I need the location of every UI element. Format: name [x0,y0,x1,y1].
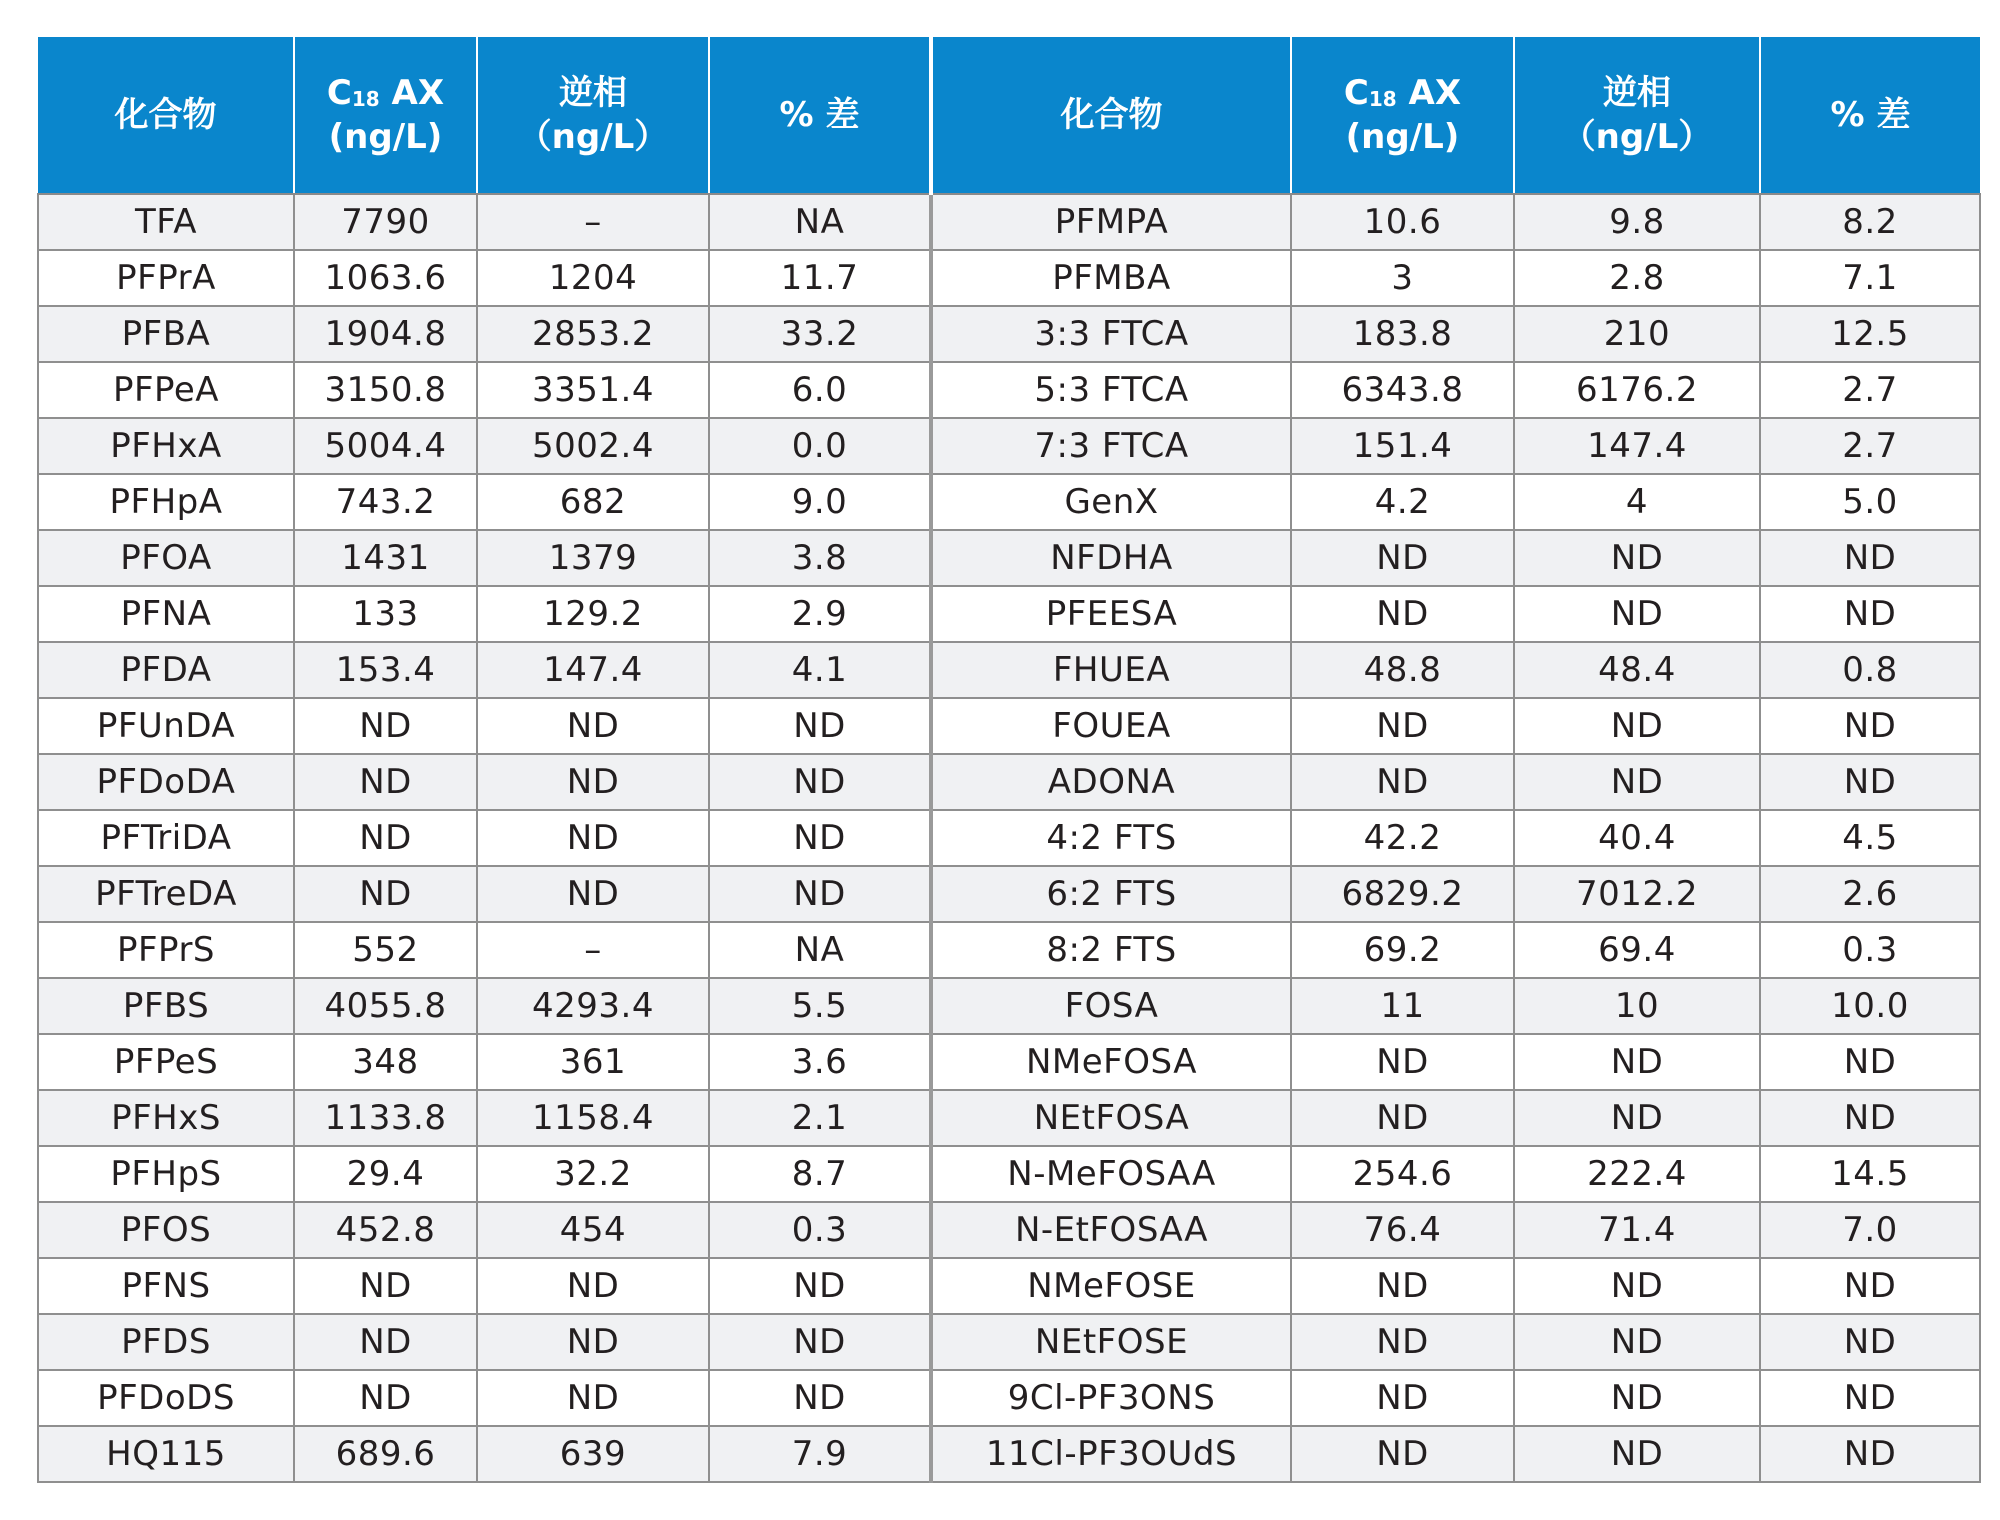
cell-right-compound: 3:3 FTCA [931,306,1291,362]
cell-right-compound: NEtFOSA [931,1090,1291,1146]
cell-left-diff: NA [709,922,931,978]
header-diff-label-right: % 差 [1830,95,1911,135]
cell-right-diff: ND [1760,530,1980,586]
cell-left-reversed: 5002.4 [477,418,709,474]
table-body [38,194,1980,1482]
header-diff-label: % 差 [779,95,860,135]
header-compound-right [931,37,1291,194]
cell-left-diff: 2.1 [709,1090,931,1146]
cell-left-diff: ND [709,866,931,922]
cell-left-reversed: 639 [477,1426,709,1482]
cell-left-c18-ax: 552 [294,922,477,978]
cell-left-reversed: ND [477,698,709,754]
table-row [38,754,1980,810]
cell-left-c18-ax: 1063.6 [294,250,477,306]
header-c18-unit: (ng/L) [328,117,443,157]
cell-right-reversed: 10 [1514,978,1760,1034]
cell-left-diff: 11.7 [709,250,931,306]
cell-right-reversed: 69.4 [1514,922,1760,978]
results-table-container [37,37,1979,1483]
cell-left-diff: 2.9 [709,586,931,642]
table-row [38,642,1980,698]
cell-left-diff: 0.0 [709,418,931,474]
cell-right-diff: 2.6 [1760,866,1980,922]
cell-left-reversed: ND [477,810,709,866]
cell-right-diff: ND [1760,1370,1980,1426]
cell-left-diff: ND [709,754,931,810]
cell-right-compound: ADONA [931,754,1291,810]
header-percent-diff-right [1760,37,1980,194]
header-c18-prefix-right: C [1343,73,1369,113]
cell-left-reversed: 682 [477,474,709,530]
cell-left-reversed: 147.4 [477,642,709,698]
cell-right-compound: NMeFOSA [931,1034,1291,1090]
cell-left-c18-ax: 4055.8 [294,978,477,1034]
cell-left-c18-ax: 689.6 [294,1426,477,1482]
cell-left-reversed: ND [477,1258,709,1314]
cell-left-compound: PFPrS [38,922,294,978]
cell-right-diff: 7.0 [1760,1202,1980,1258]
cell-left-compound: PFHxA [38,418,294,474]
cell-right-c18-ax: 76.4 [1291,1202,1514,1258]
cell-right-reversed: 9.8 [1514,194,1760,250]
cell-left-c18-ax: ND [294,698,477,754]
cell-right-diff: 4.5 [1760,810,1980,866]
cell-right-reversed: ND [1514,1314,1760,1370]
cell-left-reversed: 4293.4 [477,978,709,1034]
table-row [38,586,1980,642]
cell-right-reversed: 7012.2 [1514,866,1760,922]
pfas-comparison-table [37,37,1981,1483]
cell-left-diff: ND [709,1314,931,1370]
header-c18-ax-right [1291,37,1514,194]
cell-left-reversed: – [477,194,709,250]
cell-left-c18-ax: 153.4 [294,642,477,698]
header-c18-suffix-right: AX [1396,73,1462,113]
cell-right-c18-ax: 254.6 [1291,1146,1514,1202]
cell-right-diff: ND [1760,586,1980,642]
cell-right-reversed: 222.4 [1514,1146,1760,1202]
header-compound-label: 化合物 [114,95,217,135]
cell-left-c18-ax: 3150.8 [294,362,477,418]
cell-right-compound: 5:3 FTCA [931,362,1291,418]
table-row [38,194,1980,250]
cell-left-reversed: – [477,922,709,978]
table-header-row [38,37,1980,194]
cell-right-reversed: ND [1514,698,1760,754]
cell-right-c18-ax: 48.8 [1291,642,1514,698]
cell-right-c18-ax: 4.2 [1291,474,1514,530]
header-compound [38,37,294,194]
cell-left-c18-ax: 29.4 [294,1146,477,1202]
cell-right-diff: 0.8 [1760,642,1980,698]
table-row [38,1146,1980,1202]
cell-right-compound: FOUEA [931,698,1291,754]
table-row [38,530,1980,586]
cell-left-diff: 6.0 [709,362,931,418]
cell-right-reversed: ND [1514,1426,1760,1482]
cell-right-reversed: 71.4 [1514,1202,1760,1258]
cell-left-diff: 3.6 [709,1034,931,1090]
cell-right-reversed: 210 [1514,306,1760,362]
cell-left-diff: 33.2 [709,306,931,362]
cell-left-compound: PFHpA [38,474,294,530]
cell-right-diff: 12.5 [1760,306,1980,362]
header-reversed-unit-right: （ng/L） [1561,117,1713,157]
header-reversed-label: 逆相 [559,73,627,113]
cell-right-diff: ND [1760,754,1980,810]
table-row [38,1314,1980,1370]
cell-right-reversed: ND [1514,754,1760,810]
cell-right-compound: 8:2 FTS [931,922,1291,978]
cell-left-compound: PFOA [38,530,294,586]
cell-left-compound: PFDoDA [38,754,294,810]
cell-left-reversed: 32.2 [477,1146,709,1202]
cell-left-reversed: 1379 [477,530,709,586]
cell-left-diff: ND [709,810,931,866]
cell-left-c18-ax: 133 [294,586,477,642]
cell-right-c18-ax: 42.2 [1291,810,1514,866]
cell-right-compound: PFEESA [931,586,1291,642]
cell-left-diff: 7.9 [709,1426,931,1482]
header-c18-suffix: AX [379,73,445,113]
cell-right-reversed: ND [1514,1258,1760,1314]
cell-left-c18-ax: ND [294,1314,477,1370]
cell-right-compound: N-EtFOSAA [931,1202,1291,1258]
header-c18-sub: 18 [351,87,380,111]
cell-right-compound: 4:2 FTS [931,810,1291,866]
cell-left-reversed: ND [477,866,709,922]
cell-right-diff: 5.0 [1760,474,1980,530]
cell-left-c18-ax: 1904.8 [294,306,477,362]
cell-right-compound: 9Cl-PF3ONS [931,1370,1291,1426]
cell-left-reversed: ND [477,1370,709,1426]
header-c18-ax [294,37,477,194]
table-row [38,1090,1980,1146]
cell-left-c18-ax: 452.8 [294,1202,477,1258]
cell-right-diff: 14.5 [1760,1146,1980,1202]
cell-right-c18-ax: 11 [1291,978,1514,1034]
cell-left-reversed: 3351.4 [477,362,709,418]
cell-left-reversed: 1158.4 [477,1090,709,1146]
cell-left-compound: PFPeS [38,1034,294,1090]
cell-right-diff: ND [1760,1090,1980,1146]
table-row [38,1202,1980,1258]
cell-right-c18-ax: 183.8 [1291,306,1514,362]
cell-right-c18-ax: ND [1291,754,1514,810]
cell-left-compound: PFDA [38,642,294,698]
cell-left-diff: 9.0 [709,474,931,530]
cell-right-compound: PFMPA [931,194,1291,250]
cell-left-diff: 8.7 [709,1146,931,1202]
cell-left-compound: TFA [38,194,294,250]
cell-left-compound: PFDoDS [38,1370,294,1426]
cell-right-reversed: ND [1514,1034,1760,1090]
cell-right-c18-ax: 10.6 [1291,194,1514,250]
cell-right-diff: 0.3 [1760,922,1980,978]
table-row [38,922,1980,978]
cell-left-compound: PFUnDA [38,698,294,754]
table-row [38,1258,1980,1314]
cell-right-c18-ax: 151.4 [1291,418,1514,474]
cell-left-c18-ax: ND [294,1370,477,1426]
cell-left-compound: PFNS [38,1258,294,1314]
cell-left-reversed: 454 [477,1202,709,1258]
cell-right-c18-ax: ND [1291,1258,1514,1314]
cell-right-reversed: 147.4 [1514,418,1760,474]
table-row [38,418,1980,474]
cell-right-diff: ND [1760,1034,1980,1090]
header-reversed-label-right: 逆相 [1603,73,1671,113]
cell-left-c18-ax: 1133.8 [294,1090,477,1146]
cell-right-compound: N-MeFOSAA [931,1146,1291,1202]
table-row [38,474,1980,530]
cell-left-reversed: ND [477,754,709,810]
header-c18-ax-label-right [1292,71,1513,115]
cell-right-c18-ax: ND [1291,1314,1514,1370]
cell-left-compound: PFTriDA [38,810,294,866]
header-c18-sub-right: 18 [1368,87,1397,111]
header-reversed-phase-right [1514,37,1760,194]
cell-right-diff: ND [1760,1258,1980,1314]
cell-right-diff: 2.7 [1760,418,1980,474]
cell-right-diff: ND [1760,1314,1980,1370]
cell-right-c18-ax: 6343.8 [1291,362,1514,418]
header-compound-label-right: 化合物 [1060,95,1163,135]
cell-left-diff: ND [709,1370,931,1426]
cell-left-compound: PFPrA [38,250,294,306]
cell-right-compound: NFDHA [931,530,1291,586]
cell-left-c18-ax: 1431 [294,530,477,586]
cell-right-reversed: 40.4 [1514,810,1760,866]
cell-left-compound: PFBS [38,978,294,1034]
cell-left-diff: 0.3 [709,1202,931,1258]
cell-left-compound: PFHpS [38,1146,294,1202]
table-row [38,978,1980,1034]
cell-left-compound: HQ115 [38,1426,294,1482]
cell-right-compound: NEtFOSE [931,1314,1291,1370]
cell-left-reversed: 1204 [477,250,709,306]
cell-left-c18-ax: ND [294,1258,477,1314]
cell-right-compound: 11Cl-PF3OUdS [931,1426,1291,1482]
cell-left-compound: PFTreDA [38,866,294,922]
cell-left-c18-ax: 7790 [294,194,477,250]
cell-left-compound: PFBA [38,306,294,362]
table-row [38,1370,1980,1426]
cell-right-c18-ax: 6829.2 [1291,866,1514,922]
cell-left-compound: PFHxS [38,1090,294,1146]
cell-right-c18-ax: ND [1291,1426,1514,1482]
cell-right-c18-ax: 69.2 [1291,922,1514,978]
cell-right-reversed: 2.8 [1514,250,1760,306]
cell-right-compound: 7:3 FTCA [931,418,1291,474]
header-c18-prefix: C [326,73,352,113]
cell-right-reversed: ND [1514,586,1760,642]
table-row [38,866,1980,922]
cell-right-compound: 6:2 FTS [931,866,1291,922]
cell-right-c18-ax: ND [1291,586,1514,642]
header-c18-ax-label [295,71,476,115]
cell-left-compound: PFOS [38,1202,294,1258]
cell-right-reversed: 6176.2 [1514,362,1760,418]
cell-right-c18-ax: ND [1291,1034,1514,1090]
cell-right-c18-ax: ND [1291,1090,1514,1146]
cell-left-diff: 3.8 [709,530,931,586]
cell-right-compound: PFMBA [931,250,1291,306]
cell-right-compound: NMeFOSE [931,1258,1291,1314]
cell-right-diff: 7.1 [1760,250,1980,306]
cell-right-diff: 8.2 [1760,194,1980,250]
cell-right-diff: ND [1760,698,1980,754]
cell-right-compound: GenX [931,474,1291,530]
cell-left-reversed: 129.2 [477,586,709,642]
cell-left-diff: NA [709,194,931,250]
cell-left-c18-ax: 348 [294,1034,477,1090]
cell-right-reversed: 48.4 [1514,642,1760,698]
cell-left-diff: 5.5 [709,978,931,1034]
table-row [38,250,1980,306]
cell-left-diff: 4.1 [709,642,931,698]
cell-left-reversed: ND [477,1314,709,1370]
cell-left-c18-ax: 743.2 [294,474,477,530]
table-row [38,1034,1980,1090]
table-row [38,362,1980,418]
cell-right-reversed: ND [1514,1090,1760,1146]
cell-left-compound: PFPeA [38,362,294,418]
cell-right-compound: FHUEA [931,642,1291,698]
cell-left-c18-ax: 5004.4 [294,418,477,474]
cell-right-diff: ND [1760,1426,1980,1482]
cell-right-c18-ax: ND [1291,1370,1514,1426]
cell-right-c18-ax: ND [1291,698,1514,754]
cell-right-reversed: ND [1514,1370,1760,1426]
header-percent-diff [709,37,931,194]
cell-left-compound: PFNA [38,586,294,642]
cell-right-diff: 10.0 [1760,978,1980,1034]
cell-left-reversed: 361 [477,1034,709,1090]
table-row [38,810,1980,866]
cell-left-c18-ax: ND [294,866,477,922]
cell-left-diff: ND [709,698,931,754]
header-c18-unit-right: (ng/L) [1345,117,1460,157]
cell-left-c18-ax: ND [294,810,477,866]
cell-right-c18-ax: ND [1291,530,1514,586]
cell-left-reversed: 2853.2 [477,306,709,362]
cell-right-reversed: 4 [1514,474,1760,530]
table-row [38,698,1980,754]
table-row [38,1426,1980,1482]
cell-right-c18-ax: 3 [1291,250,1514,306]
cell-right-diff: 2.7 [1760,362,1980,418]
cell-right-compound: FOSA [931,978,1291,1034]
cell-left-diff: ND [709,1258,931,1314]
cell-left-c18-ax: ND [294,754,477,810]
cell-right-reversed: ND [1514,530,1760,586]
header-reversed-unit: （ng/L） [517,117,669,157]
table-row [38,306,1980,362]
cell-left-compound: PFDS [38,1314,294,1370]
header-reversed-phase [477,37,709,194]
